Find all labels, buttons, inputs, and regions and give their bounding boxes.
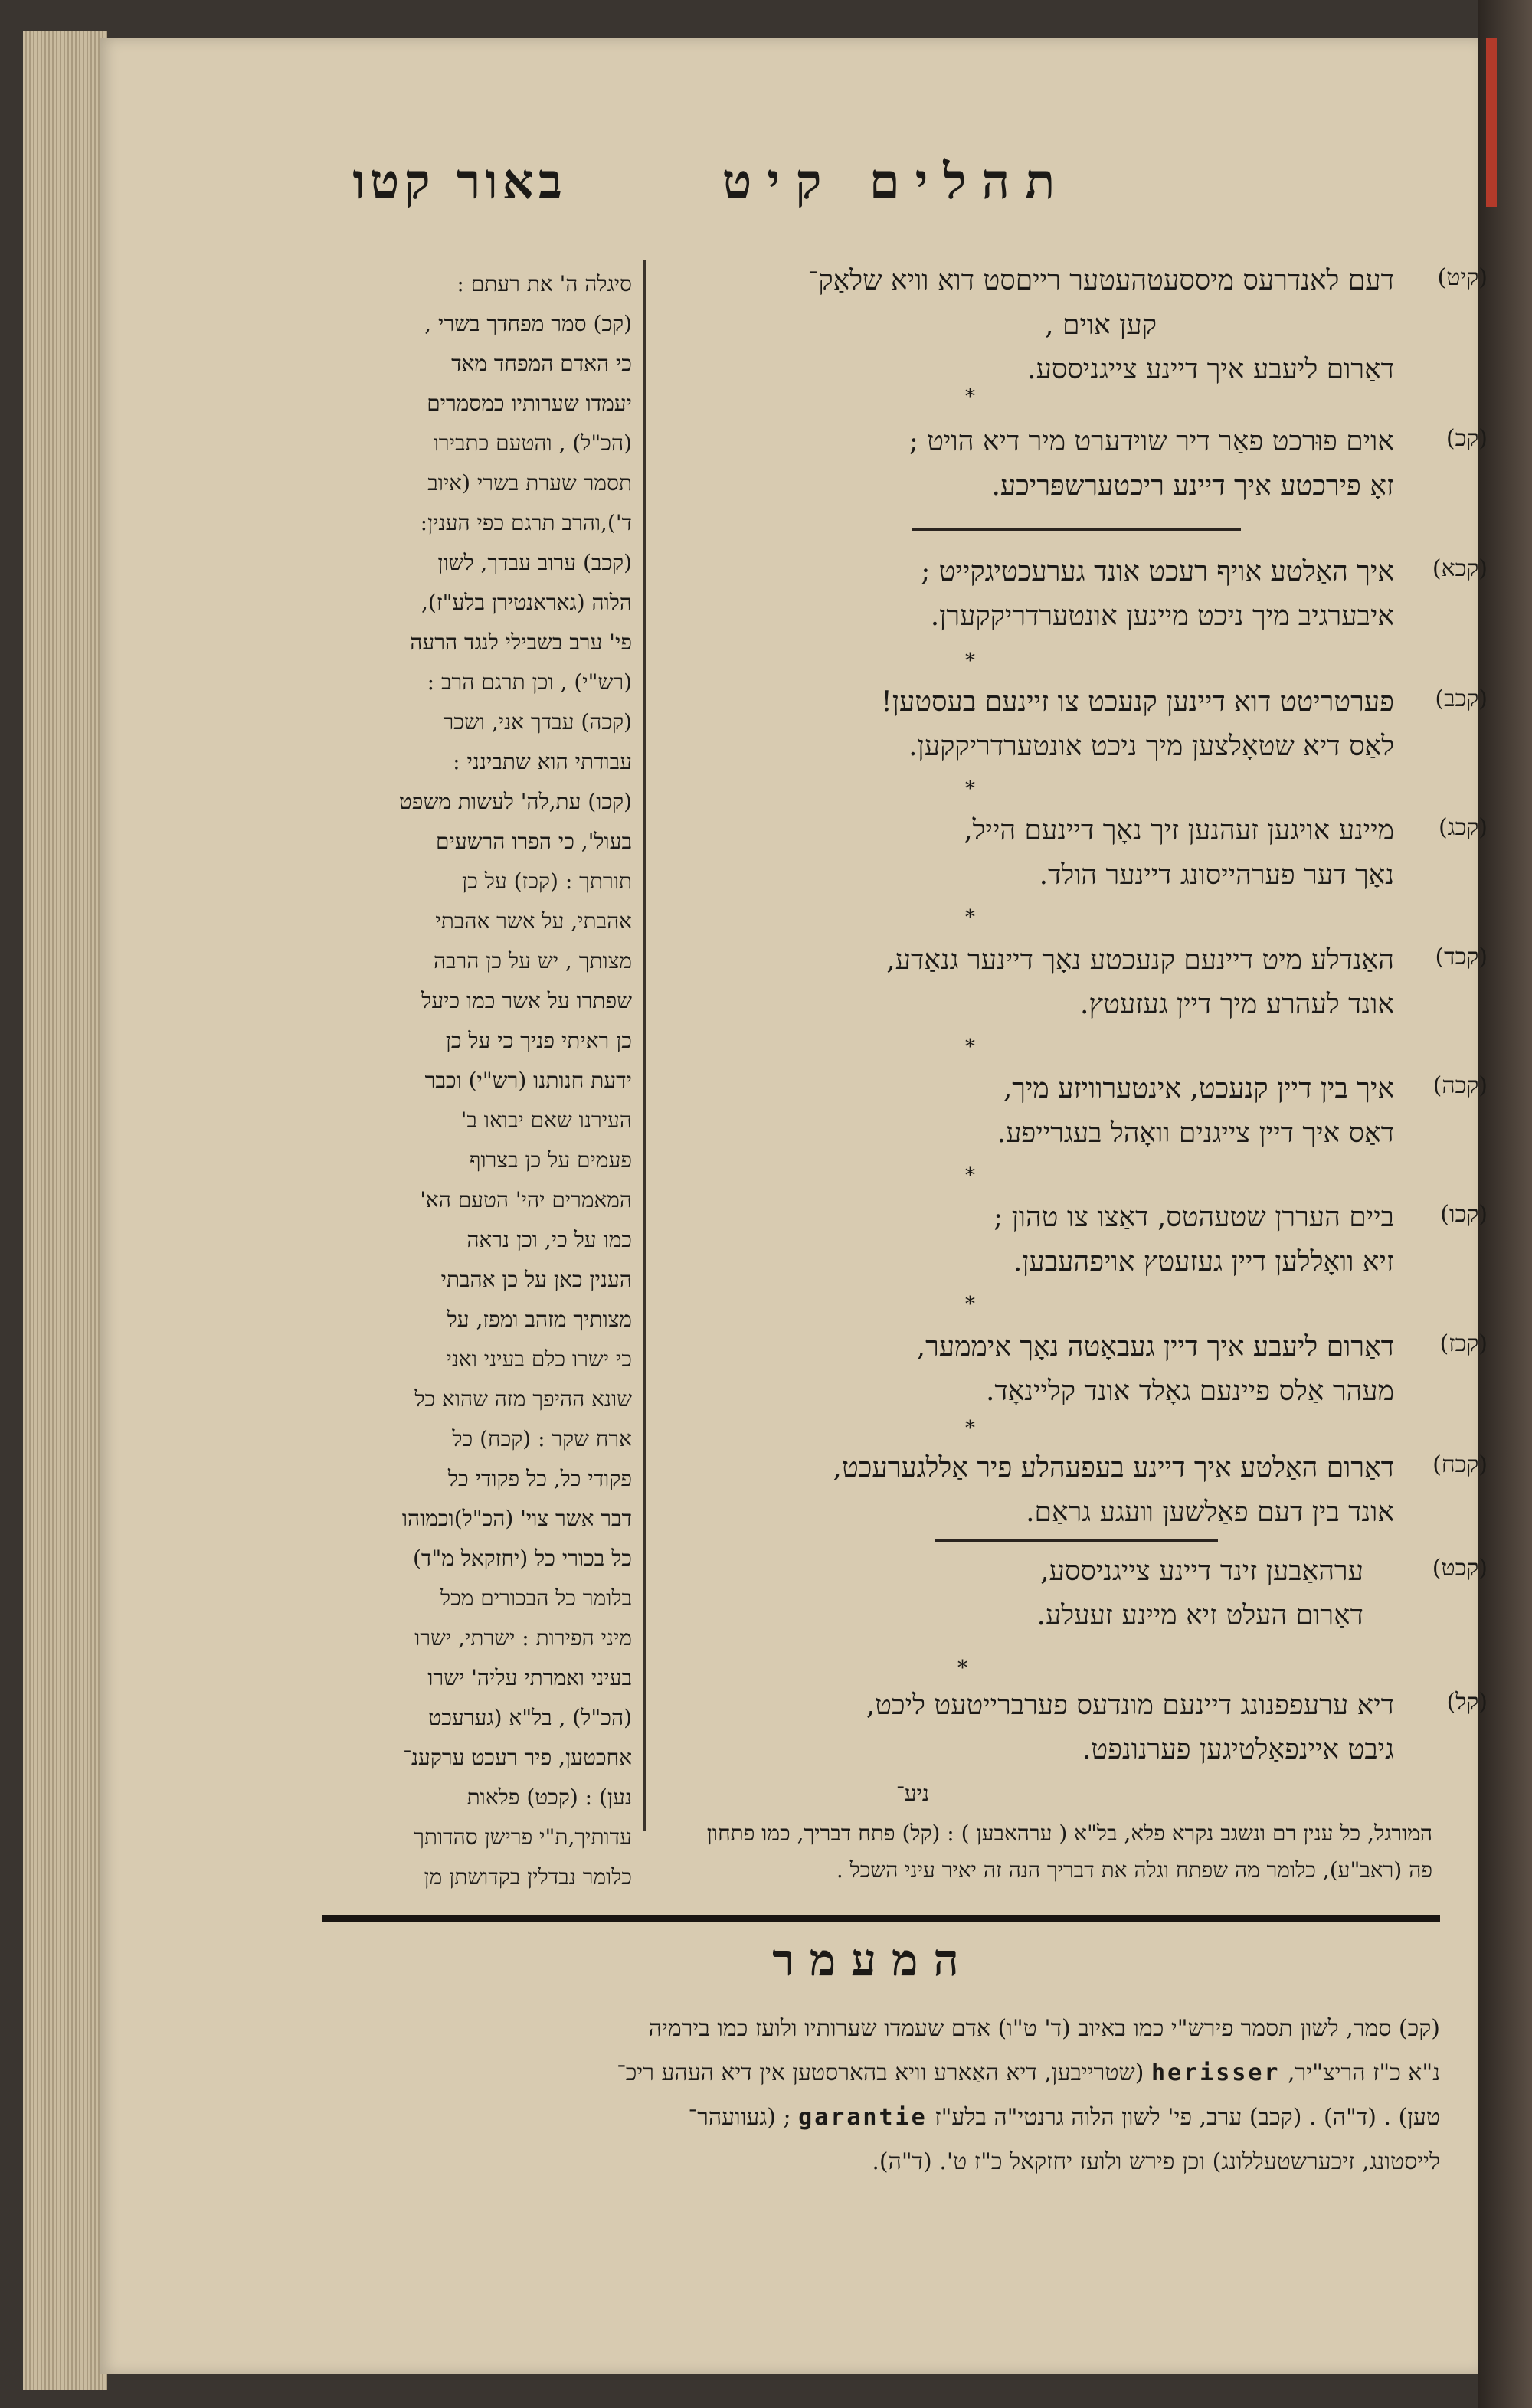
verse-number: (קכה) [1432,1072,1488,1099]
commentary-line: פקודי כל, כל פקודי כל [447,1466,632,1491]
verse-line: אונד לעהרע מיך דיין געזעטץ. [1079,989,1394,1020]
verse-line: דאַס איך דיין צייגנים וואָהל בעגרייפע. [997,1117,1394,1149]
verse-126 [659,1201,1488,1293]
footer-line: פה (ראב"ע), כלומר מה שפתח וגלה את דבריך הנה זה יאיר עיני השכל . [836,1857,1432,1883]
verse-128 [659,1451,1488,1543]
commentary-title: באור קטו [352,153,567,211]
commentary-line: ד'),והרב תרגם כפי הענין: [420,510,632,535]
verse-119 [659,264,1488,402]
commentary-line: בעול', כי הפרו הרשעים [436,829,632,854]
commentary-line: שונא ההיפך מזה שהוא כל [414,1386,632,1412]
commentary-line: בעיני ואמרתי עליה' ישרו [427,1665,632,1690]
commentary-line: נען) : (קכט) פלאות [466,1785,632,1810]
commentary-line: מצותך , יש על כן הרבה [433,948,632,973]
commentary-line: (הכ"ל) , והטעם כתבירו [433,430,632,456]
verse-number: (קכד) [1435,944,1488,970]
commentary-line: כי האדם המפחד מאד [451,351,632,376]
commentary-line: דבר אשר צוי' (הכ"ל)וכמוהו [401,1506,632,1531]
verse-number: (קיט) [1437,264,1488,291]
commentary-line: ארח שקר : (קכח) כל [452,1426,632,1451]
verse-line: לאַס דיא שטאָלצען מיך ניכט אונטערדריקקען. [908,731,1394,762]
commentary-line: אהבתי, על אשר אהבתי [435,908,632,934]
glossary-title: המעמר [772,1934,974,1986]
commentary-line: כל בכורי כל (יחזקאל מ"ד) [412,1546,632,1571]
verse-line: דאַרום ליעבע איך דיין געבאָטה נאָך איממער, [916,1331,1394,1363]
verse-number: (קכט) [1432,1555,1488,1582]
separator-star: * [965,1036,975,1058]
verse-number: (קכז) [1439,1330,1488,1357]
verse-127 [659,1330,1488,1422]
commentary-column [329,264,632,1897]
commentary-line: (הכ"ל) , בל"א (גערעכט [428,1705,632,1730]
commentary-line: מצותיך מזהב ומפז, על [447,1307,632,1332]
verse-line: איך בין דיין קנעכט, אינטערוויזע מיך, [1003,1073,1394,1104]
section-rule [912,528,1241,531]
bookmark-ribbon [1486,38,1497,207]
commentary-line: הלוה (גאראנטירן בלע"ז), [421,590,632,615]
verse-line: אוים פוּרכט פאַר דיר שוידערט מיר דיא הויט ; [908,426,1394,457]
verse-number: (קכב) [1435,685,1488,712]
page-edges [23,31,107,2390]
verse-line: גיבט איינפאַלטיגען פערנונפט. [1082,1734,1394,1765]
verse-line: אונד בין דעם פאַלשען װעגע גראַם. [1026,1497,1394,1528]
glossary-line: לייסטונג, זיכערשטעללונג) וכן פירש ולועז יחזקאל כ"ז ט'. (ד"ה). [872,2148,1440,2175]
verse-line: איך האַלטע אויף רעכט אונד גערעכטיגקייט ; [921,556,1394,587]
latin-term: garantie [798,2104,928,2131]
verse-125 [659,1072,1488,1164]
section-rule [935,1539,1218,1542]
verse-line: איבערגיב מיך ניכט מיינען אונטערדריקקערן. [930,600,1394,632]
separator-star: * [965,1164,975,1187]
commentary-line: (קכב) ערוב עבדך, לשון [437,550,632,575]
verse-120 [659,425,1488,517]
verse-122 [659,685,1488,777]
separator-star: * [965,385,975,408]
commentary-line: (קכ) סמר מפחדך בשרי , [424,311,632,336]
verse-line: דאַרום האַלטע איך דיינע בעפעהלע פיר אַללגערעכט, [833,1452,1394,1484]
commentary-line: עדותיך,ת"י פרישן סהדותך [414,1824,632,1850]
separator-star: * [965,777,975,800]
commentary-line: כמו על כי, וכן נראה [466,1227,632,1252]
glossary-line: נ"א כ"ז הריצ"יר, herisser (שטרייבען, דיא האַארע וויא בהארסטען אין דיא העהע ריכ־ [617,2060,1440,2086]
separator-star: * [965,649,975,672]
commentary-line: סיגלה ה' את רעתם : [457,271,632,296]
footer-line: המורגל, כל ענין רם ונשגב נקרא פלא, בל"א ( ערהאבען ) : (קל) פתח דבריך, כמו פתחון [706,1821,1432,1846]
verse-line: ערהאַבען זינד דיינע צייגניססע, [1040,1556,1363,1587]
heavy-rule [322,1915,1440,1922]
commentary-line: כלומר נבדלין בקדושתן מן [424,1864,632,1889]
commentary-line: כי ישרו כלם בעיני ואני [446,1346,632,1372]
verse-line: דאַרום העלט זיא מיינע זעעלע. [1036,1600,1363,1631]
verse-line: דעם לאנדרעס מיססעטהעטער רייםסט דוא וויא שלאַק־ [807,265,1394,296]
verse-line: זאָ פירכטע איך דיינע ריכטערשפּריכע. [991,470,1394,502]
latin-term: herisser [1151,2060,1281,2086]
commentary-line: (קכו) עת,לה' לעשות משפט [398,789,632,814]
commentary-line: בלומר כל הבכורים מכל [440,1585,632,1611]
commentary-line: תורתך : (קכז) על כן [462,869,632,894]
commentary-line: (קכה) עבדך אני, ושכר [443,709,632,735]
commentary-line: הענין כאן על כן אהבתי [440,1267,632,1292]
glossary-block [322,2007,1440,2184]
separator-star: * [965,1293,975,1316]
verse-line: פערטריטט דוא דיינען קנעכט צו זיינעם בעסטען! [881,686,1394,718]
verse-number: (קכא) [1432,555,1488,582]
verse-number: (קכח) [1432,1451,1488,1478]
separator-star: * [965,1417,975,1440]
verse-line: ביים העררן שטעהטס, דאַצו צו טהון ; [994,1202,1394,1233]
glossary-line: טען) . (ד"ה) . (קכב) ערב, פי' לשון הלוה גרנטי"ה בלע"ז garantie ; (געוועהר־ [688,2104,1440,2131]
verse-number: (קכג) [1438,814,1488,841]
commentary-line: שפתרו על אשר כמו כיעל [421,988,632,1013]
verse-line: מעהר אַלס פיינעם גאָלד אונד קליינאָד. [985,1376,1394,1407]
commentary-line: העירנו שאם יבואו ב' [460,1107,632,1133]
verse-line: דיא ערעפפנונג דיינעם מונדעס פערברייטעט ליכט, [866,1690,1394,1721]
catchword: ניע־ [896,1781,930,1806]
separator-star: * [958,1657,967,1680]
verse-line: דאַרום ליעבע איך דיינע צייגניססע. [1027,354,1394,385]
commentary-line: (רש"י) , וכן תרגם הרב : [427,669,632,695]
verse-123 [659,814,1488,906]
glossary-line: (קכ) סמר, לשון תסמר פירש"י כמו באיוב (ד' ט"ו) אדם שעמדו שערותיו ולועז כמו בירמיה [648,2015,1440,2042]
commentary-line: תסמר שערת בשרי (איוב [427,470,632,496]
verse-line: קען אוים , [1045,309,1157,341]
commentary-line: כן ראיתי פניך כי על כן [445,1028,632,1053]
commentary-line: מיני הפירות : ישרתי, ישרו [414,1625,632,1651]
commentary-line: פי' ערב בשבילי לנגד הרעה [410,630,632,655]
separator-star: * [965,906,975,929]
commentary-line: עבודתי הוא שתבינני : [453,749,632,774]
verse-130 [659,1689,1488,1781]
commentary-line: המאמרים יהי' הטעם הא' [420,1187,632,1212]
commentary-line: ידעת חנותנו (רש"י) וכבר [424,1068,632,1093]
verse-line: זיא וואָללען דיין געזעטץ אויפהעבען. [1013,1246,1394,1278]
commentary-line: יעמדו שערותיו כמסמרים [427,391,632,416]
verse-number: (קכ) [1445,425,1488,452]
commentary-line: פעמים על כן בצרוף [470,1147,632,1173]
verse-number: (קכו) [1440,1201,1488,1228]
verse-121 [659,555,1488,647]
verse-124 [659,944,1488,1036]
verse-number: (קל) [1446,1689,1488,1716]
column-divider [643,260,646,1831]
verse-line: האַנדלע מיט דיינעם קנעכטע נאָך דיינער גנאַדע, [886,944,1394,976]
verse-129 [659,1555,1488,1647]
footer-note [322,1815,1432,1889]
page-title: תהלים קיט [722,153,1071,211]
verse-line: מיינע אויגען זעהנען זיך נאָך דיינעם הייל, [964,815,1394,846]
commentary-line: אחכטען, פיר רעכט ערקענ־ [403,1745,632,1770]
verse-line: נאָך דער פערהייסונג דיינער הולד. [1039,859,1394,891]
